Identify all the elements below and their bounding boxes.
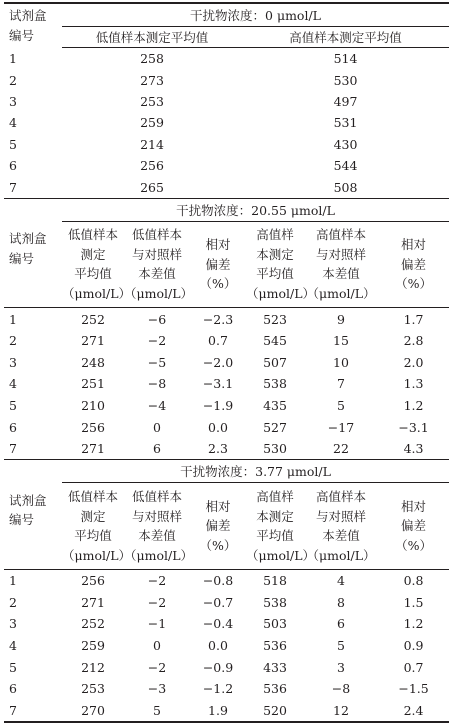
table-row [4, 699, 449, 722]
value-cell: 1.3 [403, 376, 424, 392]
value-cell: 271 [81, 441, 105, 457]
column-header-line: 偏差 [205, 256, 231, 272]
column-header-line: （μmol/L） [246, 547, 316, 563]
value-cell: 212 [81, 659, 105, 675]
value-cell: 530 [333, 72, 358, 88]
value-cell: 256 [140, 158, 164, 174]
value-cell: 12 [333, 702, 349, 718]
column-header [190, 221, 246, 308]
kit-number-cell: 1 [9, 311, 17, 327]
value-cell: 536 [263, 637, 287, 653]
column-header-line: 本差值 [138, 266, 176, 282]
column-header-line: 偏差 [401, 518, 427, 534]
column-header-line: （μmol/L） [306, 547, 376, 563]
column-header-line: （μmol/L） [124, 285, 194, 301]
value-cell: −8 [147, 376, 167, 392]
value-cell: 545 [263, 333, 287, 349]
value-cell: 5 [337, 397, 345, 413]
kit-number-cell: 6 [9, 681, 17, 697]
column-header: 高值样本测定平均值 [242, 27, 449, 48]
kit-number-cell: 5 [9, 397, 17, 413]
column-header-line: 低值样本 [131, 489, 182, 505]
column-header-line: 测定 [80, 246, 106, 262]
value-cell: 435 [263, 397, 287, 413]
value-cell: 6 [337, 616, 345, 632]
column-header-line: 与对照样 [315, 508, 366, 524]
value-cell: 251 [81, 376, 105, 392]
table-concentration-0 [4, 2, 449, 198]
value-cell: 520 [263, 702, 287, 718]
table-caption: 干扰物浓度：20.55 μmol/L [62, 198, 449, 221]
value-cell: 252 [81, 616, 105, 632]
column-header: 低值样本测定平均值 [62, 27, 242, 48]
value-cell: 3 [337, 659, 345, 675]
value-cell: 2.0 [403, 354, 424, 370]
value-cell: 0 [153, 419, 161, 435]
kit-number-cell: 1 [9, 573, 17, 589]
column-header [124, 221, 194, 308]
kit-header-line: 试剂盒 [9, 492, 47, 508]
table-header-row [4, 221, 449, 308]
value-cell: 433 [263, 659, 287, 675]
kit-number-cell: 5 [9, 136, 17, 152]
value-cell: 2.4 [403, 702, 424, 718]
kit-header-line: 编号 [9, 250, 35, 266]
column-header-line: 本差值 [322, 266, 360, 282]
table-caption: 干扰物浓度：3.77 μmol/L [62, 460, 449, 483]
value-cell: −1.2 [202, 681, 234, 697]
value-cell: 214 [140, 136, 164, 152]
value-cell: −8 [331, 681, 351, 697]
column-header-line: 相对 [401, 237, 427, 253]
value-cell: 0.7 [403, 659, 424, 675]
value-cell: 507 [263, 354, 287, 370]
value-cell: 273 [140, 72, 164, 88]
value-cell: 1.5 [403, 594, 424, 610]
column-header-line: 平均值 [256, 266, 294, 282]
value-cell: 7 [337, 376, 345, 392]
kit-number-cell: 3 [9, 354, 17, 370]
column-header-line: （μmol/L） [62, 285, 132, 301]
column-header-line: 低值样本 [67, 489, 118, 505]
value-cell: 9 [337, 311, 345, 327]
value-cell: 518 [263, 573, 287, 589]
column-header-line: 与对照样 [315, 246, 366, 262]
value-cell: 248 [81, 354, 105, 370]
column-header [378, 221, 449, 308]
value-cell: 210 [81, 397, 105, 413]
table-row [4, 613, 449, 635]
table-row [4, 69, 449, 90]
kit-number-header [4, 221, 62, 308]
kit-number-header [4, 3, 62, 48]
value-cell: 4.3 [403, 441, 424, 457]
value-cell: 503 [263, 616, 287, 632]
value-cell: −2.3 [202, 311, 234, 327]
value-cell: 265 [140, 179, 164, 195]
column-header [62, 483, 132, 570]
value-cell: 531 [333, 115, 358, 131]
value-cell: 253 [81, 681, 105, 697]
column-header-line: 高值样 [256, 227, 294, 243]
column-header-line: （%） [199, 537, 237, 553]
kit-number-cell: 3 [9, 93, 17, 109]
value-cell: 256 [81, 573, 105, 589]
value-cell: 0 [153, 637, 161, 653]
column-header-line: 与对照样 [131, 246, 182, 262]
column-header-line: 与对照样 [131, 508, 182, 524]
column-header-line: （%） [199, 276, 237, 292]
table-row [4, 330, 449, 352]
value-cell: −5 [147, 354, 167, 370]
table-body [4, 569, 449, 722]
value-cell: 6 [153, 441, 161, 457]
table-row [4, 308, 449, 330]
column-header-line: 相对 [205, 237, 231, 253]
value-cell: 271 [81, 333, 105, 349]
column-header-line: （μmol/L） [124, 547, 194, 563]
value-cell: 5 [337, 637, 345, 653]
column-header-line: 本差值 [322, 528, 360, 544]
value-cell: −4 [147, 397, 167, 413]
value-cell: −2 [147, 594, 167, 610]
column-header-line: 偏差 [401, 256, 427, 272]
value-cell: 252 [81, 311, 105, 327]
kit-header-line1: 试剂盒 [9, 7, 47, 23]
kit-number-cell: 4 [9, 376, 17, 392]
kit-number-cell: 7 [9, 441, 17, 457]
value-cell: 0.7 [208, 333, 228, 349]
value-cell: 523 [263, 311, 287, 327]
kit-number-cell: 7 [9, 179, 17, 195]
value-cell: 22 [333, 441, 349, 457]
value-cell: −0.7 [202, 594, 234, 610]
value-cell: −2 [147, 659, 167, 675]
value-cell: −2.0 [202, 354, 234, 370]
value-cell: 259 [81, 637, 105, 653]
value-cell: 544 [333, 158, 358, 174]
value-cell: 1.2 [403, 616, 424, 632]
value-cell: 2.3 [208, 441, 228, 457]
kit-number-cell: 4 [9, 637, 17, 653]
column-header-line: 高值样本 [315, 489, 366, 505]
table-row [4, 416, 449, 438]
value-cell: −6 [147, 311, 167, 327]
value-cell: −2 [147, 333, 167, 349]
column-header-line: 平均值 [256, 528, 294, 544]
kit-header-line: 编号 [9, 512, 35, 528]
column-header-line: 平均值 [74, 266, 112, 282]
column-header-line: 本测定 [256, 246, 294, 262]
table-row [4, 656, 449, 678]
table-row [4, 351, 449, 373]
value-cell: 4 [337, 573, 345, 589]
table-row [4, 569, 449, 591]
kit-number-cell: 3 [9, 616, 17, 632]
table-row [4, 635, 449, 657]
value-cell: 508 [333, 179, 358, 195]
table-row [4, 112, 449, 133]
value-cell: 8 [337, 594, 345, 610]
value-cell: −0.8 [202, 573, 234, 589]
table-row [4, 176, 449, 197]
kit-number-cell: 2 [9, 333, 17, 349]
value-cell: 253 [140, 93, 164, 109]
kit-number-cell: 6 [9, 158, 17, 174]
column-header [378, 483, 449, 570]
value-cell: 10 [333, 354, 349, 370]
column-header-line: 低值样本 [131, 227, 182, 243]
value-cell: −3.1 [398, 419, 429, 435]
kit-number-cell: 2 [9, 72, 17, 88]
column-header-line: （%） [395, 276, 432, 292]
table-row [4, 678, 449, 700]
table-concentration-20-55 [4, 198, 449, 460]
value-cell: −1.9 [202, 397, 234, 413]
column-header-line: 平均值 [74, 528, 112, 544]
column-header [190, 483, 246, 570]
value-cell: −2 [147, 573, 167, 589]
table-row [4, 438, 449, 460]
table-row [4, 591, 449, 613]
table-row [4, 134, 449, 155]
kit-number-cell: 1 [9, 50, 17, 66]
value-cell: 530 [263, 441, 287, 457]
table-row [4, 395, 449, 417]
document [4, 2, 449, 723]
value-cell: 1.7 [403, 311, 424, 327]
table-concentration-3-77 [4, 459, 449, 723]
value-cell: 270 [81, 702, 105, 718]
value-cell: −0.9 [202, 659, 234, 675]
column-header-line: 相对 [205, 498, 231, 514]
column-header-line: （μmol/L） [62, 547, 132, 563]
value-cell: 430 [333, 136, 358, 152]
kit-number-cell: 7 [9, 702, 17, 718]
value-cell: −1 [147, 616, 167, 632]
kit-number-header [4, 483, 62, 570]
column-header-line: 本测定 [256, 508, 294, 524]
table-row [4, 155, 449, 176]
kit-header-line: 试剂盒 [9, 231, 47, 247]
column-header-line: 高值样本 [315, 227, 366, 243]
value-cell: 538 [263, 376, 287, 392]
column-header [246, 483, 316, 570]
column-header-line: （μmol/L） [306, 285, 376, 301]
table-body [4, 48, 449, 198]
kit-number-cell: 6 [9, 419, 17, 435]
kit-number-cell: 4 [9, 115, 17, 131]
column-header-line: 测定 [80, 508, 106, 524]
kit-number-cell: 5 [9, 659, 17, 675]
column-header-line: 低值样本 [67, 227, 118, 243]
table-body [4, 308, 449, 460]
kit-header-line2: 编号 [9, 27, 35, 43]
value-cell: 536 [263, 681, 287, 697]
value-cell: 15 [333, 333, 349, 349]
value-cell: 1.2 [403, 397, 424, 413]
table-header-row [4, 483, 449, 570]
column-header-line: （%） [395, 537, 432, 553]
column-header-line: 偏差 [205, 518, 231, 534]
value-cell: 0.0 [208, 419, 228, 435]
kit-number-cell: 2 [9, 594, 17, 610]
value-cell: 258 [140, 51, 164, 67]
value-cell: 0.0 [208, 637, 228, 653]
table-caption: 干扰物浓度：0 μmol/L [62, 3, 449, 27]
value-cell: 2.8 [403, 333, 424, 349]
value-cell: 5 [153, 702, 161, 718]
value-cell: 538 [263, 594, 287, 610]
table-row [4, 48, 449, 70]
column-header [62, 221, 132, 308]
value-cell: 527 [263, 419, 287, 435]
value-cell: 271 [81, 594, 105, 610]
table-row [4, 91, 449, 112]
value-cell: 1.9 [208, 702, 228, 718]
value-cell: −17 [327, 419, 355, 435]
value-cell: 0.9 [403, 637, 424, 653]
column-header [246, 221, 316, 308]
column-header [124, 483, 194, 570]
value-cell: 497 [333, 93, 358, 109]
column-header-line: 高值样 [256, 489, 294, 505]
column-header [304, 221, 378, 308]
column-header-line: 本差值 [138, 528, 176, 544]
value-cell: −3.1 [202, 376, 234, 392]
column-header-line: 相对 [401, 498, 427, 514]
value-cell: 256 [81, 419, 105, 435]
column-header [304, 483, 378, 570]
value-cell: 0.8 [403, 573, 424, 589]
value-cell: −0.4 [202, 616, 234, 632]
value-cell: 259 [140, 115, 164, 131]
value-cell: 514 [333, 51, 358, 67]
table-row [4, 373, 449, 395]
value-cell: −1.5 [398, 681, 429, 697]
column-header-line: （μmol/L） [246, 285, 316, 301]
value-cell: −3 [147, 681, 167, 697]
